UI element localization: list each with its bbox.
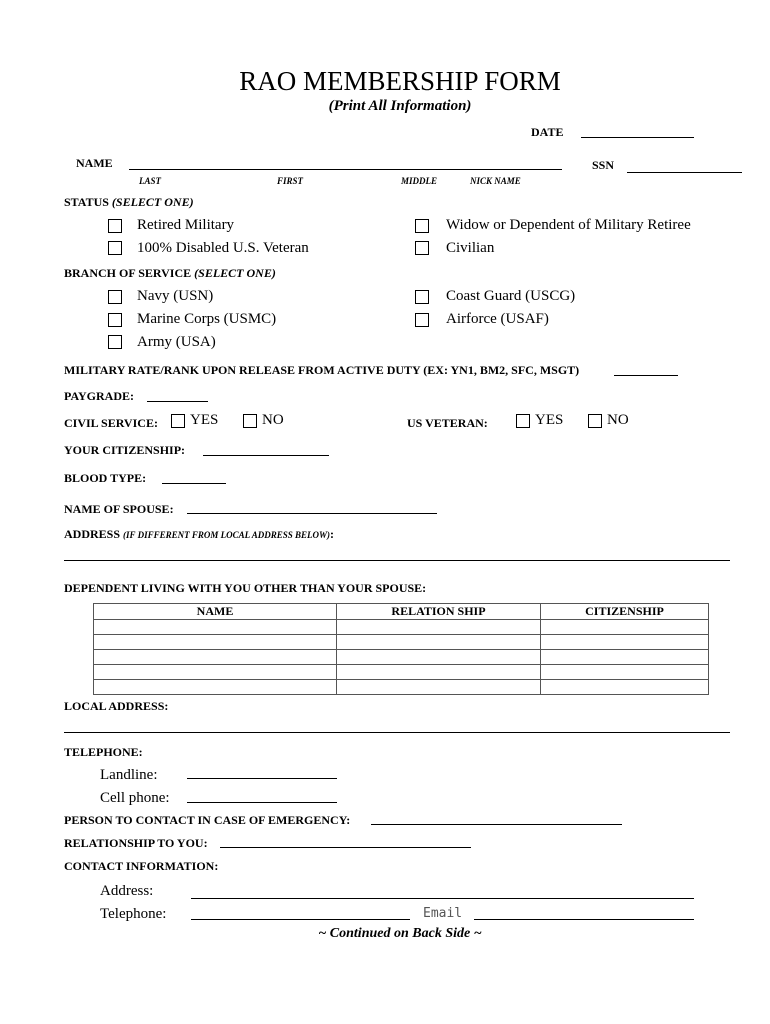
table-row bbox=[94, 620, 709, 635]
table-cell[interactable] bbox=[94, 665, 337, 680]
status-option-disabled: 100% Disabled U.S. Veteran bbox=[137, 240, 309, 256]
status-checkbox-retired[interactable] bbox=[108, 219, 122, 233]
spouse-field[interactable] bbox=[187, 513, 437, 514]
relationship-label: RELATIONSHIP TO YOU: bbox=[64, 836, 208, 850]
civil-service-label: CIVIL SERVICE: bbox=[64, 416, 158, 430]
citizenship-field[interactable] bbox=[203, 455, 329, 456]
branch-checkbox-marines[interactable] bbox=[108, 313, 122, 327]
dependents-label: DEPENDENT LIVING WITH YOU OTHER THAN YOUR SPOUSE: bbox=[64, 581, 427, 595]
cell-phone-field[interactable] bbox=[187, 802, 337, 803]
paygrade-field[interactable] bbox=[147, 401, 208, 402]
address-field[interactable] bbox=[64, 560, 730, 561]
table-cell[interactable] bbox=[541, 680, 709, 695]
form-title: RAO MEMBERSHIP FORM bbox=[239, 66, 561, 96]
table-cell[interactable] bbox=[337, 620, 541, 635]
civil-service-no-checkbox[interactable] bbox=[243, 414, 257, 428]
branch-label: BRANCH OF SERVICE (SELECT ONE) bbox=[64, 266, 276, 280]
relationship-field[interactable] bbox=[220, 847, 471, 848]
table-header-row bbox=[94, 604, 709, 620]
civil-service-yes-checkbox[interactable] bbox=[171, 414, 185, 428]
contact-address-field[interactable] bbox=[191, 898, 694, 899]
table-cell[interactable] bbox=[94, 620, 337, 635]
email-field[interactable] bbox=[474, 919, 694, 920]
branch-option-marines: Marine Corps (USMC) bbox=[137, 311, 277, 327]
address-label: ADDRESS (IF DIFFERENT FROM LOCAL ADDRESS BELOW): bbox=[64, 527, 334, 541]
emergency-contact-field[interactable] bbox=[371, 824, 622, 825]
table-cell[interactable] bbox=[94, 650, 337, 665]
table-cell[interactable] bbox=[94, 635, 337, 650]
column-header-relationship: RELATION SHIP bbox=[337, 604, 541, 620]
ssn-field[interactable] bbox=[627, 172, 742, 173]
status-checkbox-disabled[interactable] bbox=[108, 241, 122, 255]
contact-telephone-label: Telephone: bbox=[100, 906, 167, 922]
branch-checkbox-navy[interactable] bbox=[108, 290, 122, 304]
table-row bbox=[94, 680, 709, 695]
form-subtitle: (Print All Information) bbox=[328, 98, 472, 114]
paygrade-label: PAYGRADE: bbox=[64, 389, 135, 403]
table-cell[interactable] bbox=[541, 635, 709, 650]
rank-field[interactable] bbox=[614, 375, 678, 376]
table-row bbox=[94, 635, 709, 650]
name-nick-caption: NICK NAME bbox=[470, 176, 521, 186]
table-cell[interactable] bbox=[337, 650, 541, 665]
name-first-caption: FIRST bbox=[277, 176, 304, 186]
table-cell[interactable] bbox=[541, 620, 709, 635]
blood-type-field[interactable] bbox=[162, 483, 226, 484]
local-address-label: LOCAL ADDRESS: bbox=[64, 699, 169, 713]
branch-option-coast-guard: Coast Guard (USCG) bbox=[446, 288, 576, 304]
contact-telephone-field[interactable] bbox=[191, 919, 410, 920]
table-cell[interactable] bbox=[337, 635, 541, 650]
table-row bbox=[94, 665, 709, 680]
civil-service-no-label: NO bbox=[262, 412, 284, 428]
landline-label: Landline: bbox=[100, 767, 158, 783]
column-header-name: NAME bbox=[94, 604, 337, 620]
name-last-caption: LAST bbox=[139, 176, 162, 186]
column-header-citizenship: CITIZENSHIP bbox=[541, 604, 709, 620]
branch-checkbox-coast-guard[interactable] bbox=[415, 290, 429, 304]
branch-option-airforce: Airforce (USAF) bbox=[446, 311, 549, 327]
table-cell[interactable] bbox=[337, 680, 541, 695]
status-option-civilian: Civilian bbox=[446, 240, 495, 256]
email-label: Email bbox=[423, 906, 463, 921]
branch-checkbox-army[interactable] bbox=[108, 335, 122, 349]
table-row bbox=[94, 650, 709, 665]
table-cell[interactable] bbox=[337, 665, 541, 680]
us-veteran-yes-checkbox[interactable] bbox=[516, 414, 530, 428]
continued-note: ~ Continued on Back Side ~ bbox=[318, 926, 482, 941]
cell-phone-label: Cell phone: bbox=[100, 790, 170, 806]
name-field[interactable] bbox=[129, 169, 562, 170]
date-field[interactable] bbox=[581, 137, 694, 138]
dependents-table bbox=[93, 603, 709, 695]
status-checkbox-widow[interactable] bbox=[415, 219, 429, 233]
us-veteran-yes-label: YES bbox=[535, 412, 564, 428]
status-label: STATUS (SELECT ONE) bbox=[64, 195, 194, 209]
table-cell[interactable] bbox=[94, 680, 337, 695]
us-veteran-no-checkbox[interactable] bbox=[588, 414, 602, 428]
spouse-label: NAME OF SPOUSE: bbox=[64, 502, 174, 516]
table-cell[interactable] bbox=[541, 665, 709, 680]
contact-info-label: CONTACT INFORMATION: bbox=[64, 859, 219, 873]
rank-label: MILITARY RATE/RANK UPON RELEASE FROM ACTIVE DUTY (EX: YN1, BM2, SFC, MSGT) bbox=[64, 363, 580, 377]
blood-type-label: BLOOD TYPE: bbox=[64, 471, 147, 485]
landline-field[interactable] bbox=[187, 778, 337, 779]
status-checkbox-civilian[interactable] bbox=[415, 241, 429, 255]
emergency-contact-label: PERSON TO CONTACT IN CASE OF EMERGENCY: bbox=[64, 813, 351, 827]
branch-option-army: Army (USA) bbox=[137, 334, 216, 350]
civil-service-yes-label: YES bbox=[190, 412, 219, 428]
us-veteran-no-label: NO bbox=[607, 412, 629, 428]
name-label: NAME bbox=[76, 156, 113, 170]
ssn-label: SSN bbox=[592, 158, 615, 172]
branch-option-navy: Navy (USN) bbox=[137, 288, 214, 304]
name-middle-caption: MIDDLE bbox=[401, 176, 438, 186]
contact-address-label: Address: bbox=[100, 883, 154, 899]
branch-checkbox-airforce[interactable] bbox=[415, 313, 429, 327]
table-cell[interactable] bbox=[541, 650, 709, 665]
local-address-field[interactable] bbox=[64, 732, 730, 733]
telephone-label: TELEPHONE: bbox=[64, 745, 143, 759]
status-option-widow: Widow or Dependent of Military Retiree bbox=[446, 217, 691, 233]
date-label: DATE bbox=[531, 125, 564, 139]
citizenship-label: YOUR CITIZENSHIP: bbox=[64, 443, 186, 457]
status-option-retired: Retired Military bbox=[137, 217, 235, 233]
us-veteran-label: US VETERAN: bbox=[407, 416, 488, 430]
